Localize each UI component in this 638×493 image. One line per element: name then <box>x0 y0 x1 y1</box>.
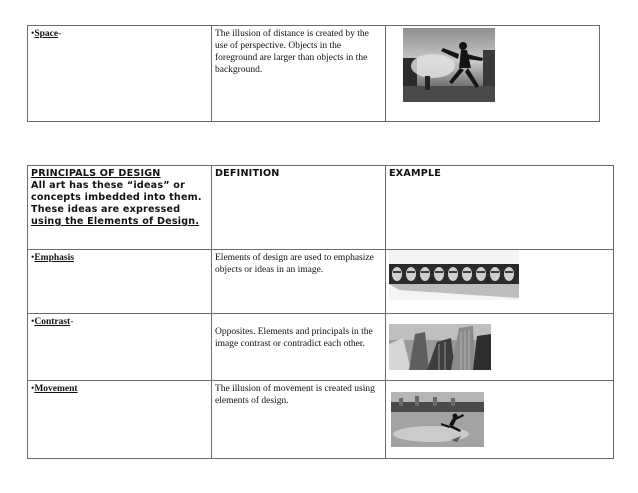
principles-subtitle: All art has these “ideas” or concepts imbedded into them. These ideas are expressed <box>31 180 202 215</box>
definition-cell-space: The illusion of distance is created by the use of perspective. Objects in the foreground are larger than objects in the background. <box>212 26 386 122</box>
emphasis-photo <box>389 250 519 300</box>
principles-title: PRINCIPALS OF DESIGN <box>31 168 161 179</box>
term-cell-movement <box>28 381 212 459</box>
term-suffix: - <box>70 317 74 327</box>
bullet: • <box>31 253 35 263</box>
bullet: • <box>31 317 35 327</box>
term-cell-contrast <box>28 314 212 381</box>
definition-cell-movement: The illusion of movement is created using elements of design. <box>212 381 386 459</box>
example-cell-movement <box>386 381 614 459</box>
bullet: • <box>31 384 35 394</box>
definition-cell-contrast <box>212 314 386 381</box>
definition-contrast: Opposites. Elements and principals in the image contrast or contradict each other. <box>215 327 373 349</box>
term-space: Space <box>34 29 59 39</box>
term-cell-space <box>28 26 212 122</box>
space-photo <box>403 28 495 102</box>
term-emphasis: Emphasis <box>34 253 74 263</box>
elements-table <box>27 25 600 122</box>
example-header: EXAMPLE <box>386 166 614 250</box>
term-cell-emphasis <box>28 250 212 314</box>
bullet: • <box>31 29 35 39</box>
principles-header-cell <box>28 166 212 250</box>
definition-header: DEFINITION <box>212 166 386 250</box>
principles-subtitle-link: using the Elements of Design. <box>31 216 200 227</box>
movement-photo <box>391 392 484 447</box>
example-cell-emphasis <box>386 250 614 314</box>
term-contrast: Contrast <box>34 317 71 327</box>
term-suffix: - <box>58 29 62 39</box>
definition-cell-emphasis: Elements of design are used to emphasize objects or ideas in an image. <box>212 250 386 314</box>
principles-table <box>27 165 614 459</box>
example-cell-contrast <box>386 314 614 381</box>
term-movement: Movement <box>34 384 78 394</box>
contrast-photo <box>389 324 491 370</box>
example-cell-space <box>386 26 600 122</box>
